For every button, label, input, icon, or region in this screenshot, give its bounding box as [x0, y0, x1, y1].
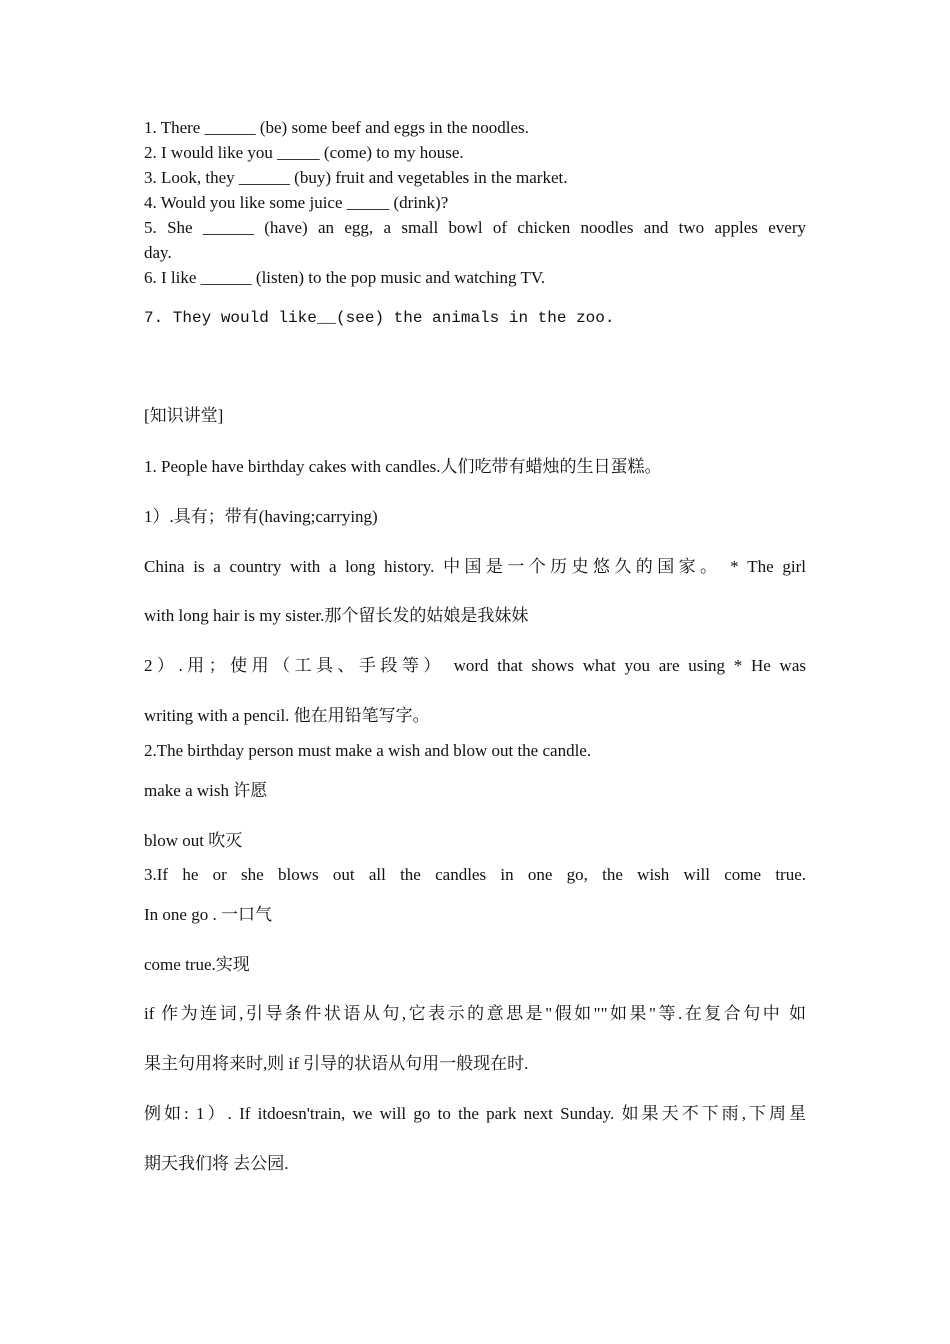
note-line: writing with a pencil. 他在用铅笔写字。 — [144, 706, 430, 725]
exercise-line: 1. There ______ (be) some beef and eggs in the noodles. — [144, 118, 529, 137]
note-line: In one go . 一口气 — [144, 905, 272, 924]
note-line: 3.If he or she blows out all the candles in one go, the wish will come true. — [144, 865, 806, 884]
exercise-line: day. — [144, 243, 172, 262]
exercise-line: 7. They would like__(see) the animals in the zoo. — [144, 309, 615, 327]
section-title: [知识讲堂] — [144, 406, 224, 425]
note-line: 例如: 1）. If itdoesn'train, we will go to the park next Sunday. 如果天不下雨,下周星 — [144, 1104, 806, 1123]
note-line: China is a country with a long history. 中国是一个历史悠久的国家。 * The girl — [144, 557, 806, 576]
note-line: 1）.具有；带有(having;carrying) — [144, 507, 378, 526]
note-line: come true.实现 — [144, 955, 250, 974]
exercise-line: 6. I like ______ (listen) to the pop music and watching TV. — [144, 268, 546, 287]
exercise-line: 3. Look, they ______ (buy) fruit and vegetables in the market. — [144, 168, 568, 187]
note-line: 1. People have birthday cakes with candles.人们吃带有蜡烛的生日蛋糕。 — [144, 457, 662, 476]
note-line: 期天我们将 去公园. — [144, 1154, 289, 1173]
note-line: 2.The birthday person must make a wish and blow out the candle. — [144, 741, 592, 760]
note-line: 2）.用；使用（工具、手段等） word that shows what you are using * He was — [144, 656, 806, 675]
note-line: if 作为连词,引导条件状语从句,它表示的意思是"假如""如果"等.在复合句中 如 — [144, 1004, 806, 1023]
exercise-line: 4. Would you like some juice _____ (drink)? — [144, 193, 449, 212]
note-line: 果主句用将来时,则 if 引导的状语从句用一般现在时. — [144, 1054, 529, 1073]
exercise-line: 5. She ______ (have) an egg, a small bowl of chicken noodles and two apples every — [144, 218, 806, 237]
note-line: blow out 吹灭 — [144, 831, 243, 850]
exercise-line: 2. I would like you _____ (come) to my house. — [144, 143, 464, 162]
note-line: make a wish 许愿 — [144, 781, 268, 800]
note-line: with long hair is my sister.那个留长发的姑娘是我妹妹 — [144, 606, 529, 625]
